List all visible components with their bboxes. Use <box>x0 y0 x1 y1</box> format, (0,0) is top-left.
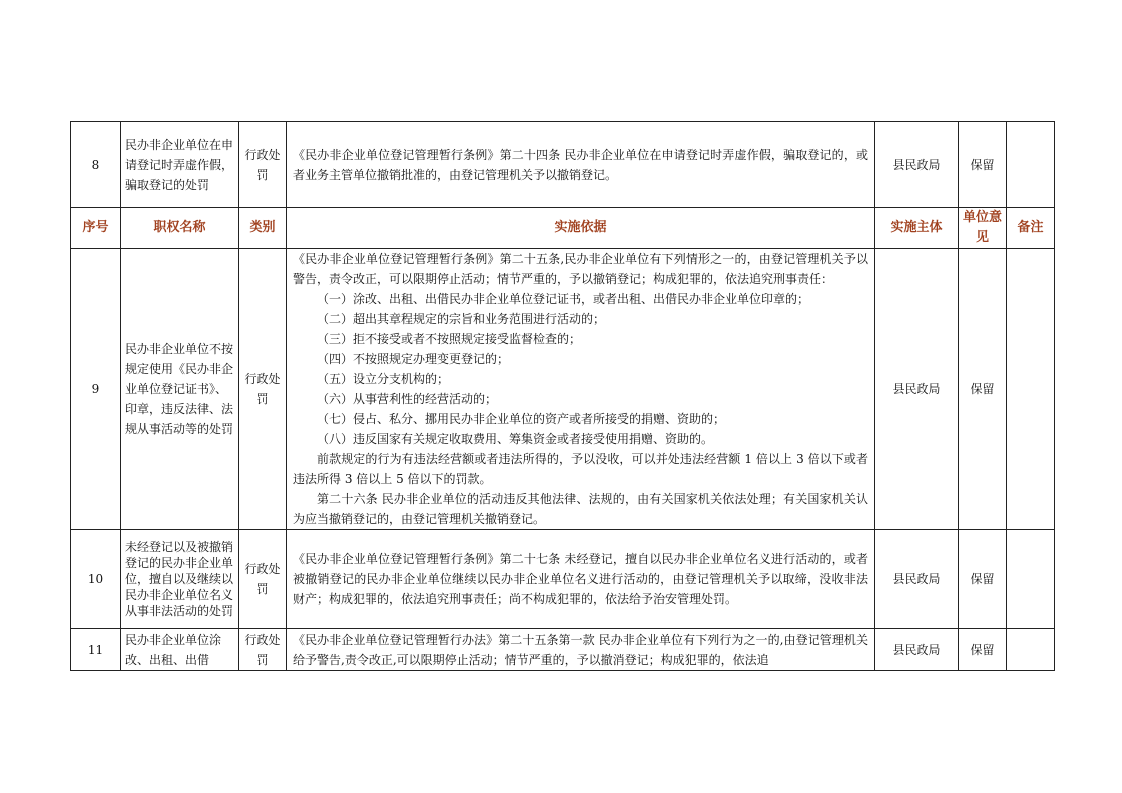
header-note: 备注 <box>1007 208 1055 249</box>
row-number: 10 <box>71 530 121 629</box>
note-cell <box>1007 629 1055 671</box>
authority-name: 民办非企业单位涂改、出租、出借 <box>121 629 239 671</box>
basis-text: 《民办非企业单位登记管理暂行办法》第二十五条第一款 民办非企业单位有下列行为之一的,由登记管理机关给予警告,责令改正,可以限期停止活动；情节严重的，予以撤消登记；构成犯罪的，依法追 <box>293 632 868 667</box>
table-row <box>71 629 1055 671</box>
implementing-subject: 县民政局 <box>875 629 959 671</box>
header-num: 序号 <box>71 208 121 249</box>
implementing-subject: 县民政局 <box>875 122 959 208</box>
table-row <box>71 122 1055 208</box>
basis-item: （六）从事营利性的经营活动的； <box>317 392 498 406</box>
header-basis: 实施依据 <box>287 208 875 249</box>
unit-opinion: 保留 <box>959 122 1007 208</box>
table-row <box>71 530 1055 629</box>
note-cell <box>1007 530 1055 629</box>
header-opinion: 单位意见 <box>959 208 1007 249</box>
header-name: 职权名称 <box>121 208 239 249</box>
basis-item: （七）侵占、私分、挪用民办非企业单位的资产或者所接受的捐赠、资助的； <box>317 412 726 426</box>
authority-category: 行政处罚 <box>239 249 287 530</box>
authority-name: 民办非企业单位在申请登记时弄虚作假，骗取登记的处罚 <box>121 122 239 208</box>
basis-text: 《民办非企业单位登记管理暂行条例》第二十五条,民办非企业单位有下列情形之一的，由登记管理机关予以警告，责令改正，可以限期停止活动；情节严重的，予以撤销登记；构成犯罪的，依法追究刑事责任： <box>293 252 868 286</box>
authority-category: 行政处罚 <box>239 629 287 671</box>
header-category: 类别 <box>239 208 287 249</box>
basis-text: 《民办非企业单位登记管理暂行条例》第二十七条 未经登记，擅自以民办非企业单位名义进行活动的，或者被撤销登记的民办非企业单位继续以民办非企业单位名义进行活动的，由登记管理机关予以取缔，没收非法财产；构成犯罪的，依法追究刑事责任；尚不构成犯罪的，依法给予治安管理处罚。 <box>293 552 868 606</box>
implementing-subject: 县民政局 <box>875 249 959 530</box>
note-cell <box>1007 249 1055 530</box>
unit-opinion: 保留 <box>959 530 1007 629</box>
row-number: 8 <box>71 122 121 208</box>
note-cell <box>1007 122 1055 208</box>
basis-text: 《民办非企业单位登记管理暂行条例》第二十四条 民办非企业单位在申请登记时弄虚作假，骗取登记的，或者业务主管单位撤销批准的，由登记管理机关予以撤销登记。 <box>293 147 868 182</box>
authority-category: 行政处罚 <box>239 122 287 208</box>
authority-name: 未经登记以及被撤销登记的民办非企业单位，擅自以及继续以民办非企业单位名义从事非法活动的处罚 <box>121 530 239 629</box>
basis-text: 前款规定的行为有违法经营额或者违法所得的，予以没收，可以并处违法经营额 1 倍以上 3 倍以下或者违法所得 3 倍以上 5 倍以下的罚款。 <box>293 452 868 486</box>
basis-cell <box>287 249 875 530</box>
authority-name: 民办非企业单位不按规定使用《民办非企业单位登记证书》、印章，违反法律、法规从事活动等的处罚 <box>121 249 239 530</box>
basis-item: （二）超出其章程规定的宗旨和业务范围进行活动的； <box>317 312 606 326</box>
basis-cell <box>287 122 875 208</box>
row-number: 11 <box>71 629 121 671</box>
header-subject: 实施主体 <box>875 208 959 249</box>
row-number: 9 <box>71 249 121 530</box>
basis-item: （八）违反国家有关规定收取费用、筹集资金或者接受使用捐赠、资助的。 <box>317 432 714 446</box>
basis-cell <box>287 530 875 629</box>
basis-item: （一）涂改、出租、出借民办非企业单位登记证书，或者出租、出借民办非企业单位印章的； <box>317 292 810 306</box>
unit-opinion: 保留 <box>959 629 1007 671</box>
unit-opinion: 保留 <box>959 249 1007 530</box>
basis-item: （五）设立分支机构的； <box>317 372 450 386</box>
basis-item: （四）不按照规定办理变更登记的； <box>317 352 510 366</box>
table-header-row <box>71 208 1055 249</box>
table-row <box>71 249 1055 530</box>
basis-item: （三）拒不接受或者不按照规定接受监督检查的； <box>317 332 582 346</box>
authority-table <box>70 121 1055 671</box>
authority-category: 行政处罚 <box>239 530 287 629</box>
basis-cell <box>287 629 875 671</box>
basis-text: 第二十六条 民办非企业单位的活动违反其他法律、法规的，由有关国家机关依法处理；有关国家机关认为应当撤销登记的，由登记管理机关撤销登记。 <box>293 492 868 526</box>
implementing-subject: 县民政局 <box>875 530 959 629</box>
